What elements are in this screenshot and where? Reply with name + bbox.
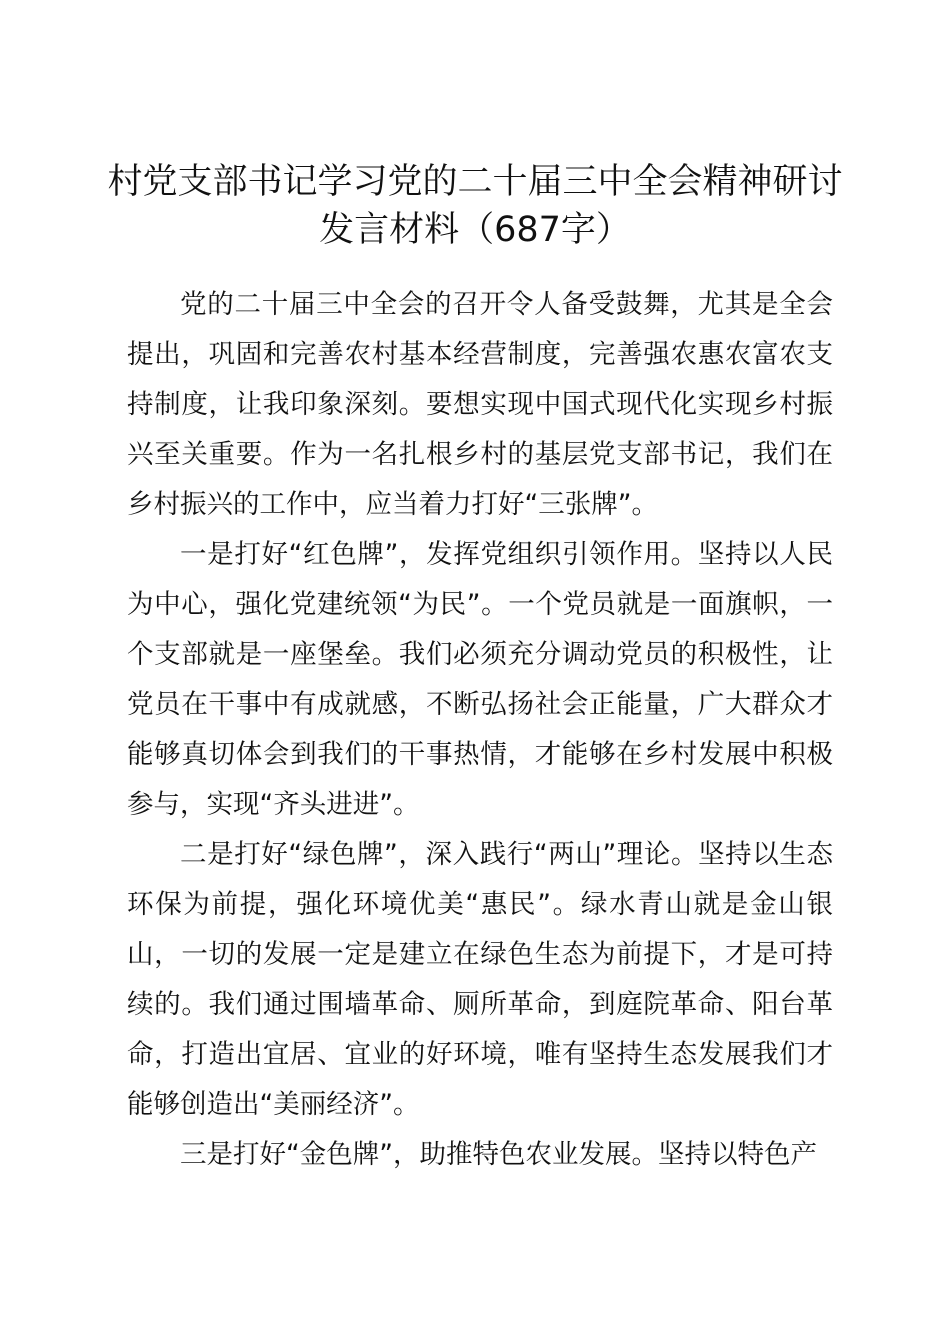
paragraph-intro: 党的二十届三中全会的召开令人备受鼓舞，尤其是全会提出，巩固和完善农村基本经营制度，完善强农惠农富农支持制度，让我印象深刻。要想实现中国式现代化实现乡村振兴至关重要。作为一名扎根乡村的基层党支部书记，我们在乡村振兴的工作中，应当着力打好“三张牌”。 [127, 289, 833, 520]
paragraph-green-card: 二是打好“绿色牌”，深入践行“两山”理论。坚持以生态环保为前提，强化环境优美“惠民”。绿水青山就是金山银山，一切的发展一定是建立在绿色生态为前提下，才是可持续的。我们通过围墙革命、厕所革命，到庭院革命、阳台革命，打造出宜居、宜业的好环境，唯有坚持生态发展我们才能够创造出“美丽经济”。 [127, 839, 833, 1120]
paragraph-red-card: 一是打好“红色牌”，发挥党组织引领作用。坚持以人民为中心，强化党建统领“为民”。一个党员就是一面旗帜，一个支部就是一座堡垒。我们必须充分调动党员的积极性，让党员在干事中有成就感，不断弘扬社会正能量，广大群众才能够真切体会到我们的干事热情，才能够在乡村发展中积极参与，实现“齐头进进”。 [127, 539, 833, 820]
document-title: 村党支部书记学习党的二十届三中全会精神研讨发言材料（687字） [107, 162, 843, 250]
document-body [127, 280, 833, 1180]
paragraph-gold-card: 三是打好“金色牌”，助推特色农业发展。坚持以特色产 [180, 1139, 817, 1170]
